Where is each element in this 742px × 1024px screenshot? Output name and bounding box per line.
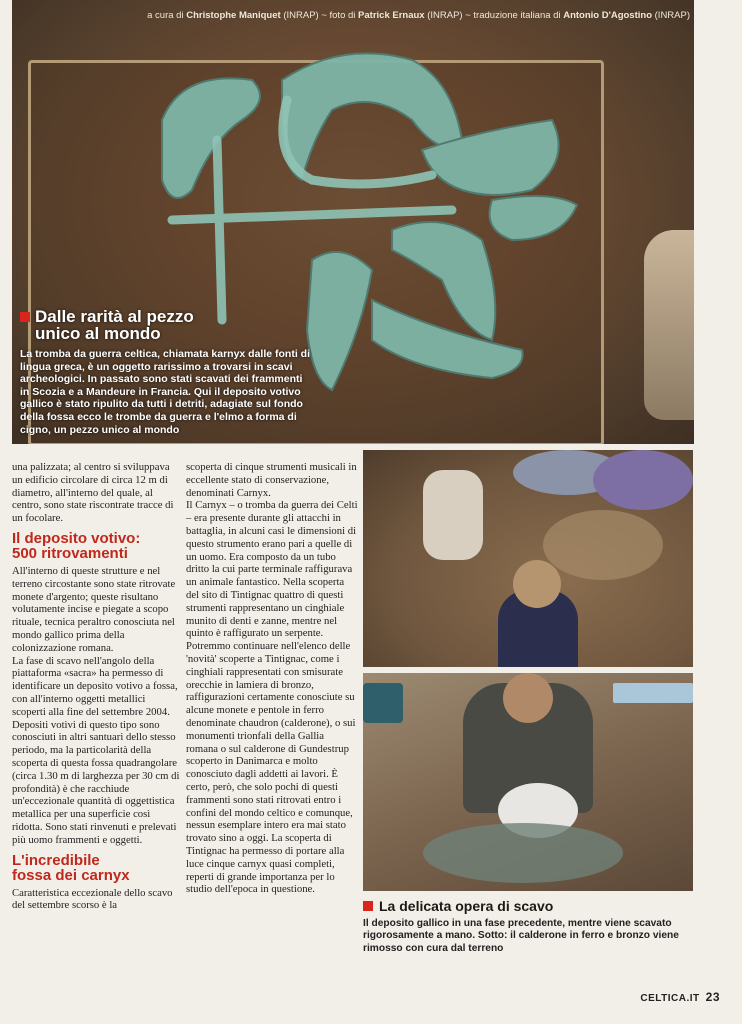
worker-head	[513, 560, 561, 608]
hero-caption-text: La tromba da guerra celtica, chiamata karnyx dalle fonti di lingua greca, è un oggetto rarissimo a trovarsi in scavi archeologici. In passato sono stati scavati dei frammenti in Scozia e a Mandeure in Francia. Qui il deposito votivo gallico è stato ripulito da tutti i detriti, adagiate sul fondo della fossa ecco le trombe da guerra e l'elmo a forma di cigno, un pezzo unico al mondo	[20, 348, 311, 436]
col2-paragraph-1: scoperta di cinque strumenti musicali in eccellente stato di conservazione, denominati Carnyx.	[186, 461, 357, 499]
hero-caption	[20, 308, 310, 436]
col1-paragraph-4: Depositi votivi di questo tipo sono conosciuti in altri santuari dello stesso periodo, ma la particolarità della scoperta di questa fossa quadrangolare (circa 1.30 m di larghezza per 30 cm di profondità) è che racchiude un'eccezionale quantità di oggettistica metallica per una superficie così ridotta. Sono stati rinvenuti e prelevati più uomo frammenti e oggetti.	[12, 718, 180, 846]
page-footer	[640, 990, 720, 1004]
col2-paragraph-3: Potremmo continuare nell'elenco delle 'novità' scoperte a Tintignac, come i cinghiali rappresentati con smisurate orecchie in lamiera di bronzo, raffigurazioni certamente conosciute su alcune monete e pentole in ferro denominate chaudron (calderone), o sui monumenti trionfali della Gallia romana o sul calderone di Gundestrup scoperto in Danimarca e molto conosciuto dagli addetti ai lavori. È certo, però, che solo pochi di questi frammenti sono stati ritrovati entro i confini del mondo celtico e comunque, nessun esemplare intero era mai stato trovato sino a oggi. La scoperta di Tintignac ha permesso di portare alla luce cinque carnyx quasi completi, reperti di grande importanza per lo studio dell'epoca in questione.	[186, 640, 356, 896]
red-square-marker-2	[363, 901, 373, 911]
photo-caption-text: Il deposito gallico in una fase precedente, mentre viene scavato rigorosamente a mano. Sotto: il calderone in ferro e bronzo viene rimosso con cura dal terreno	[363, 918, 679, 954]
photo-caption	[363, 898, 693, 955]
photo-caption-title-text: La delicata opera di scavo	[379, 898, 554, 914]
red-square-marker	[20, 312, 30, 322]
credits-prefix: a cura di	[147, 10, 187, 21]
heading2-line1: L'incredibile	[12, 851, 100, 869]
col1-paragraph-2: All'interno di queste strutture e nel terreno circostante sono state ritrovate monete d'argento; queste risultano volutamente incise e piegate a scopo rituale, tecnica peraltro conosciuta nel mondo gallico prima della colonizzazione romana.	[12, 564, 176, 654]
bronze-fragments	[423, 823, 623, 883]
photo-caption-title	[363, 898, 693, 914]
section-heading-deposito	[12, 531, 180, 561]
photo-cauldron-removal	[363, 673, 693, 891]
heading2-line2: fossa dei carnyx	[12, 866, 130, 884]
crate	[363, 683, 403, 723]
credits-author: Christophe Maniquet	[186, 10, 281, 21]
artifact-cluster	[543, 510, 663, 580]
article-column-1	[12, 461, 180, 912]
credits-photographer: Patrick Ernaux	[358, 10, 425, 21]
page-number: 23	[705, 990, 720, 1004]
article-column-2	[186, 461, 358, 896]
col2-paragraph-2: Il Carnyx – o tromba da guerra dei Celti – era presente durante gli attacchi in battaglia, in alcuni casi le dimensioni di questo strumento erano pari a quelle di un uomo. Era composto da un tubo dritto la cui parte terminale raffigurava un animale fantastico. Nella scoperta del sito di Tintignac quattro di questi strumenti rappresentano un cinghiale munito di denti e zanne, mentre nel quinto è raffigurato un serpente.	[186, 499, 358, 640]
credits-translator: Antonio D'Agostino	[563, 10, 652, 21]
credits-translator-org: (INRAP)	[652, 10, 690, 21]
section-heading-fossa	[12, 853, 180, 883]
credits-author-org: (INRAP) ~ foto di	[280, 10, 359, 21]
credits-photographer-org: (INRAP) ~ traduzione italiana di	[424, 10, 564, 21]
col1-paragraph-3: La fase di scavo nell'angolo della piattaforma «sacra» ha permesso di identificare un deposito votivo a fossa, con all'interno oggetti metallici scoperti alla fine del settembre 2004.	[12, 654, 178, 718]
hero-title-line1: Dalle rarità al pezzo	[35, 307, 194, 326]
heading1-line2: 500 ritrovamenti	[12, 544, 128, 562]
credits-line	[100, 10, 690, 21]
footer-site: CELTICA.IT	[640, 993, 700, 1004]
bag	[423, 470, 483, 560]
heading1-line1: Il deposito votivo:	[12, 529, 141, 547]
col1-paragraph-1: una palizzata; al centro si sviluppava un edificio circolare di circa 12 m di diametro, all'interno del quale, al centro, sono state riscontrate tracce di un focolare.	[12, 461, 174, 525]
worker-head-2	[503, 673, 553, 723]
hero-title-line2: unico al mondo	[35, 324, 161, 343]
col1-paragraph-5: Caratteristica eccezionale dello scavo del settembre scorso è la	[12, 886, 173, 912]
hero-caption-title	[20, 308, 310, 342]
plank	[613, 683, 693, 703]
photo-excavation-by-hand	[363, 450, 693, 667]
rock	[644, 230, 694, 420]
person-shirt	[593, 450, 693, 510]
